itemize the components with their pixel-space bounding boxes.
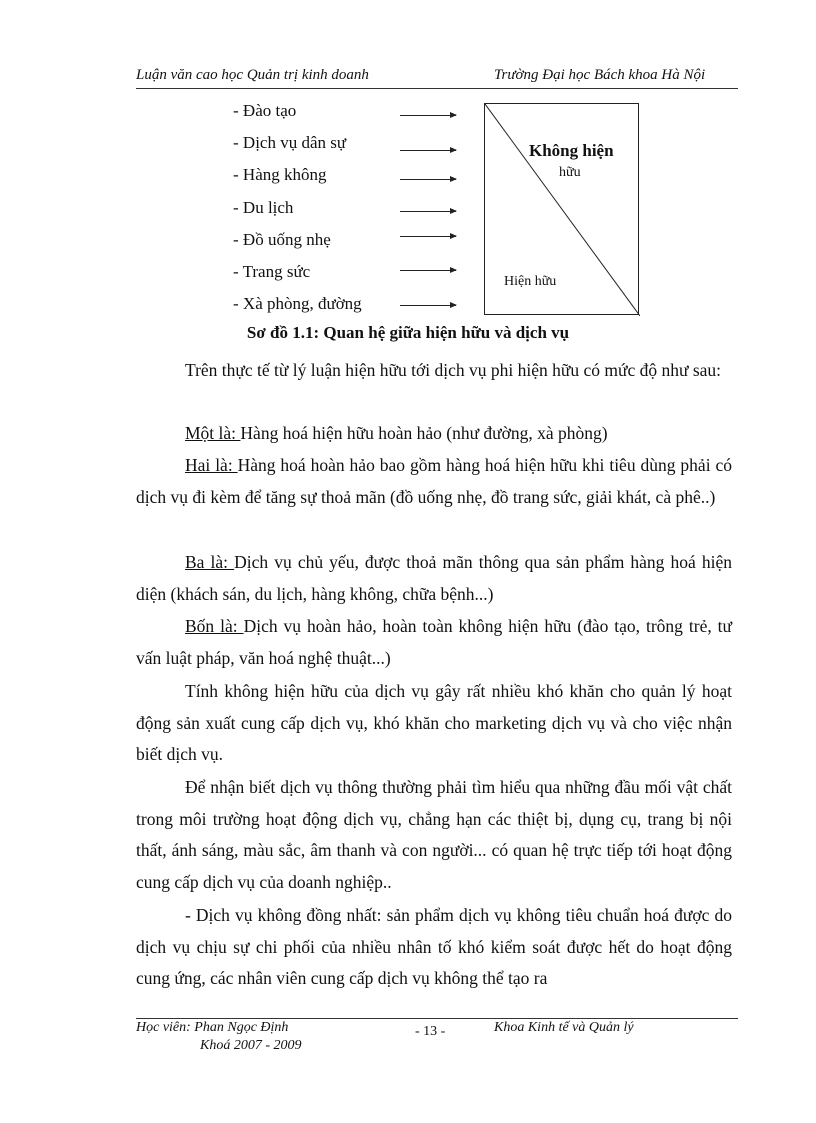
tangibility-box [484,103,639,315]
arrow-icon [400,115,456,116]
page-number: - 13 - [415,1024,446,1039]
paragraph [136,547,732,610]
diagram-item: - Du lịch [233,198,294,217]
diagram-item: - Trang sức [233,262,311,281]
diagram-item: - Đào tạo [233,101,297,120]
paragraph-label: Bốn là: [185,616,244,636]
paragraph: Để nhận biết dịch vụ thông thường phải tìm hiểu qua những đầu mối vật chất trong môi trường hoạt động dịch vụ, chẳng hạn các thiệt bị, dụng cụ, trang bị nội thất, ánh sáng, màu sắc, âm thanh và con người... có quan hệ trực tiếp tới hoạt động cung cấp dịch vụ của doanh nghiệp.. [136,777,732,892]
arrow-icon [400,270,456,271]
diagram-item: - Xà phòng, đường [233,294,362,313]
paragraph [136,450,732,513]
header-rule [136,88,738,89]
footer-rule [136,1018,738,1019]
intangible-label-cont: hữu [559,165,581,180]
arrow-icon [400,211,456,212]
arrow-icon [400,150,456,151]
diagram-item: - Đồ uống nhẹ [233,230,331,249]
header-right: Trường Đại học Bách khoa Hà Nội [494,67,706,83]
footer-student: Học viên: Phan Ngọc Định [136,1020,289,1035]
paragraph-text: Hàng hoá hiện hữu hoàn hảo (như đường, xà phòng) [240,423,608,443]
paragraph [136,418,732,450]
header-left: Luận văn cao học Quản trị kinh doanh [136,67,369,83]
paragraph: Tính không hiện hữu của dịch vụ gây rất nhiều khó khăn cho quản lý hoạt động sản xuất cung cấp dịch vụ, khó khăn cho marketing dịch vụ và cho việc nhận biết dịch vụ. [136,681,732,764]
paragraph-label: Ba là: [185,552,235,572]
diagram-caption: Sơ đồ 1.1: Quan hệ giữa hiện hữu và dịch vụ [246,323,570,342]
diagram-item: - Dịch vụ dân sự [233,133,347,152]
diagram-item: - Hàng không [233,165,327,184]
paragraph-label: Hai là: [185,455,238,475]
paragraph: - Dịch vụ không đồng nhất: sản phẩm dịch vụ không tiêu chuẩn hoá được do dịch vụ chịu sự chi phối của nhiều nhân tố khó kiểm soát được hết do hoạt động cung ứng, các nhân viên cung cấp dịch vụ không thể tạo ra [136,905,732,988]
paragraph-text: Dịch vụ hoàn hảo, hoàn toàn không hiện hữu (đào tạo, trông trẻ, tư vấn luật pháp, văn hoá nghệ thuật...) [136,616,733,668]
arrow-icon [400,236,456,237]
footer-course: Khoá 2007 - 2009 [200,1038,302,1053]
paragraph [136,611,732,674]
paragraph-text: Dịch vụ chủ yếu, được thoả mãn thông qua sản phẩm hàng hoá hiện diện (khách sán, du lịch, hàng không, chữa bệnh...) [136,552,732,604]
intangible-label: Không hiện [529,141,614,160]
arrow-icon [400,179,456,180]
footer-faculty: Khoa Kinh tế và Quản lý [494,1020,634,1035]
arrow-icon [400,305,456,306]
paragraph-label: Một là: [185,423,241,443]
tangible-label: Hiện hữu [504,274,557,289]
paragraph-text: Hàng hoá hoàn hảo bao gồm hàng hoá hiện hữu khi tiêu dùng phải có dịch vụ đi kèm để tăng sự thoả mãn (đồ uống nhẹ, đồ trang sức, giải khát, cà phê..) [136,455,732,507]
paragraph: Trên thực tế từ lý luận hiện hữu tới dịch vụ phi hiện hữu có mức độ như sau: [185,360,722,380]
